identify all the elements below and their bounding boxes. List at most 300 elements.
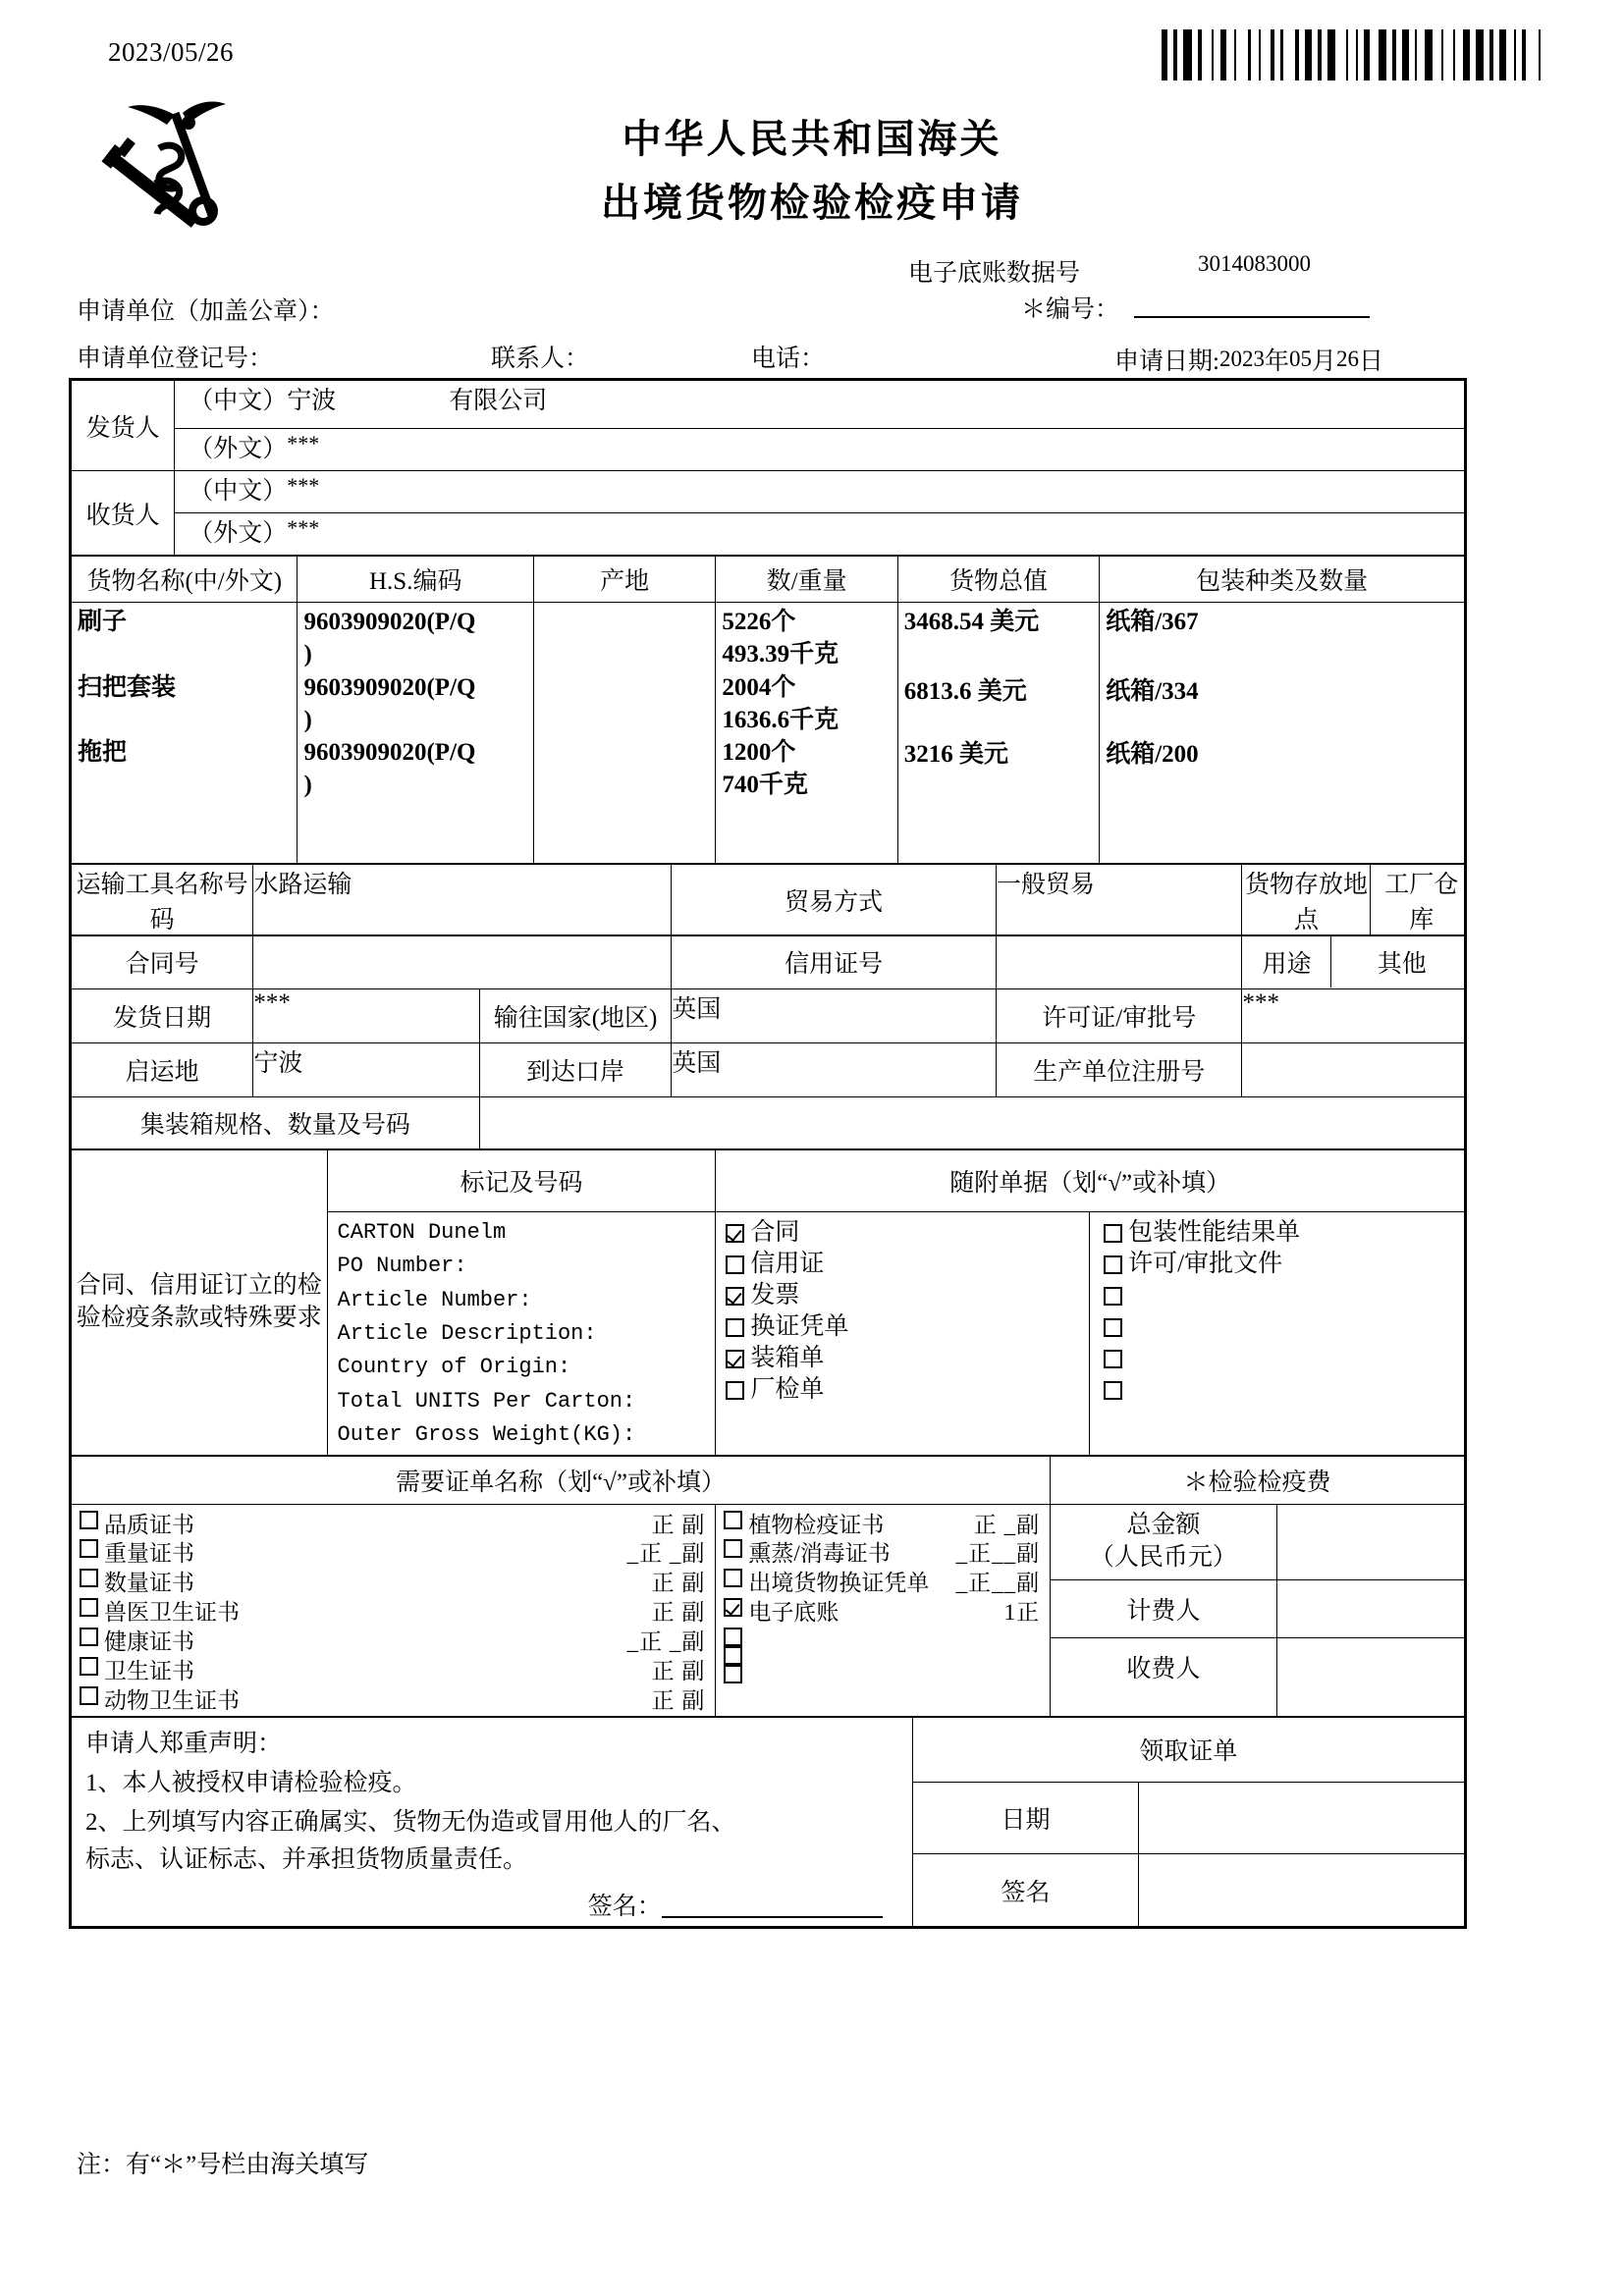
barcode-bar bbox=[1162, 29, 1167, 80]
vehicle-value: 水路运输 bbox=[253, 865, 672, 936]
footer-note: 注：有“＊”号栏由海关填写 bbox=[77, 2152, 369, 2178]
shipper-cn-value: 宁波 bbox=[287, 388, 337, 414]
checkbox-icon[interactable] bbox=[726, 1287, 744, 1306]
certificate-copies bbox=[1040, 1646, 1050, 1665]
checkbox-icon[interactable] bbox=[724, 1628, 742, 1646]
marks-line-1: CARTON Dunelm bbox=[337, 1220, 507, 1245]
fee-title: ＊检验检疫费 bbox=[1051, 1456, 1465, 1504]
goods-package-cell bbox=[1100, 603, 1465, 864]
goods-package-2: 纸箱/334 bbox=[1106, 678, 1199, 706]
goods-weight-2: 1636.6千克 bbox=[722, 706, 839, 733]
checkbox-icon[interactable] bbox=[726, 1224, 744, 1243]
attachment-right-item-4[interactable] bbox=[1090, 1311, 1464, 1343]
attachment-right-item-1[interactable] bbox=[1090, 1217, 1464, 1249]
goods-value-3: 3216 美元 bbox=[903, 740, 1009, 768]
barcode-bar bbox=[1204, 29, 1210, 80]
barcode-bar bbox=[1457, 29, 1461, 80]
certificate-right-item-4[interactable] bbox=[716, 1598, 1050, 1628]
certificate-copies: _正__副 bbox=[955, 1571, 1041, 1596]
barcode-bar bbox=[1238, 29, 1246, 80]
permit-value: *** bbox=[1242, 989, 1465, 1043]
goods-name-2: 扫把套装 bbox=[78, 674, 177, 702]
certificate-label: 健康证书 bbox=[104, 1629, 194, 1655]
checkbox-label: 发票 bbox=[750, 1282, 800, 1308]
barcode-bar bbox=[1314, 29, 1316, 80]
barcode-bar bbox=[1228, 29, 1232, 80]
cn-label: （中文） bbox=[189, 478, 288, 505]
ledger-number-label: 电子底账数据号 bbox=[908, 260, 1081, 287]
table-row bbox=[1277, 1637, 1464, 1695]
declaration-item-2b: 标志、认证标志、并承担货物质量责任。 bbox=[85, 1845, 528, 1873]
ledger-number-value: 3014083000 bbox=[1198, 251, 1311, 276]
certificate-copies: 正 副 bbox=[651, 1658, 706, 1683]
consignee-cn-row bbox=[175, 471, 1464, 507]
spacer bbox=[194, 1511, 652, 1540]
barcode-bar bbox=[1346, 29, 1348, 80]
checkbox-icon[interactable] bbox=[726, 1255, 744, 1274]
contract-no-label: 合同号 bbox=[72, 935, 253, 989]
barcode-bar bbox=[1543, 29, 1548, 80]
checkbox-icon[interactable] bbox=[1104, 1318, 1122, 1337]
shipper-foreign-row bbox=[175, 429, 1464, 464]
applicant-unit-label: 申请单位（加盖公章）： bbox=[77, 298, 335, 325]
page-title-line2: 出境货物检验检疫申请 bbox=[601, 182, 1023, 225]
certificate-left-item-2[interactable] bbox=[72, 1539, 715, 1569]
spacer bbox=[891, 1539, 956, 1569]
certificate-label: 数量证书 bbox=[104, 1571, 194, 1596]
transport-table bbox=[71, 864, 1465, 936]
consignee-foreign-value: *** bbox=[287, 515, 320, 540]
fee-collector-label: 收费人 bbox=[1126, 1655, 1201, 1682]
barcode-bar bbox=[1518, 29, 1520, 80]
certificate-left-item-4[interactable] bbox=[72, 1598, 715, 1628]
certificate-copies: 正 副 bbox=[651, 1512, 706, 1537]
barcode-bar bbox=[1263, 29, 1269, 80]
certificate-right-item-7[interactable] bbox=[716, 1665, 1050, 1683]
shipper-cn-row bbox=[175, 381, 1464, 416]
checkbox-icon[interactable] bbox=[724, 1646, 742, 1665]
marks-line-7: Outer Gross Weight(KG): bbox=[337, 1422, 636, 1448]
shipper-label: 发货人 bbox=[72, 381, 175, 471]
spacer bbox=[240, 1686, 652, 1716]
lc-no-value bbox=[996, 935, 1242, 989]
declaration-signature-blank[interactable] bbox=[662, 1916, 883, 1918]
application-date-month: 05 bbox=[1288, 347, 1312, 371]
declaration-cell bbox=[72, 1717, 913, 1926]
clause-label bbox=[72, 1150, 328, 1456]
barcode-bar bbox=[1173, 29, 1177, 80]
goods-body-row bbox=[72, 603, 1465, 864]
certificate-right-item-1[interactable] bbox=[716, 1511, 1050, 1540]
barcode-bar bbox=[1508, 29, 1512, 80]
barcode-bar bbox=[1415, 29, 1417, 80]
shipper-foreign-cell bbox=[175, 429, 1465, 471]
goods-qty-3: 1200个 bbox=[722, 739, 796, 766]
certificate-label: 动物卫生证书 bbox=[104, 1687, 240, 1713]
table-row bbox=[72, 1043, 1465, 1097]
certificate-label: 兽医卫生证书 bbox=[104, 1600, 240, 1626]
table-row bbox=[1277, 1505, 1464, 1580]
certificate-copies: 正 副 bbox=[651, 1571, 706, 1596]
storage-location-cell bbox=[1242, 865, 1465, 936]
goods-qty-cell bbox=[716, 603, 897, 864]
checkbox-label: 合同 bbox=[750, 1219, 800, 1246]
barcode-bar bbox=[1295, 29, 1299, 80]
parties-table bbox=[71, 380, 1465, 556]
certificate-left-item-6[interactable] bbox=[72, 1657, 715, 1686]
checkbox-icon[interactable] bbox=[1104, 1287, 1122, 1306]
certificate-copies bbox=[1040, 1628, 1050, 1646]
spacer bbox=[748, 1646, 1040, 1665]
checkbox-icon[interactable] bbox=[724, 1511, 742, 1529]
barcode-bar bbox=[1324, 29, 1326, 80]
goods-origin-cell bbox=[533, 603, 715, 864]
goods-header-row bbox=[72, 557, 1465, 603]
certificate-copies bbox=[1040, 1665, 1050, 1683]
spacer bbox=[194, 1628, 627, 1657]
barcode-bar bbox=[1425, 29, 1433, 80]
attachment-left-item-1[interactable] bbox=[716, 1217, 1089, 1249]
checkbox-icon[interactable] bbox=[1104, 1381, 1122, 1400]
producer-reg-label: 生产单位注册号 bbox=[996, 1043, 1242, 1097]
marks-header: 标记及号码 bbox=[327, 1150, 716, 1212]
application-date-year: 2023 bbox=[1218, 347, 1265, 371]
fee-values-cell bbox=[1276, 1504, 1464, 1716]
barcode-bar bbox=[1364, 29, 1370, 80]
barcode-bar bbox=[1285, 29, 1293, 80]
serial-number-blank bbox=[1134, 316, 1370, 318]
receipt-signature-value[interactable] bbox=[1139, 1854, 1465, 1926]
fee-calculator-value[interactable] bbox=[1277, 1579, 1464, 1637]
goods-qty-1: 5226个 bbox=[722, 609, 796, 635]
barcode-bar bbox=[1179, 29, 1181, 80]
certificate-copies: 1正 bbox=[1003, 1600, 1041, 1626]
certificate-right-item-2[interactable] bbox=[716, 1539, 1050, 1569]
serial-number-label: ＊编号： bbox=[1021, 296, 1120, 323]
origin-place-label: 启运地 bbox=[72, 1043, 253, 1097]
fee-total-label-l2: （人民币元） bbox=[1089, 1543, 1237, 1571]
attachments-right-list bbox=[1090, 1217, 1464, 1406]
certificates-table bbox=[71, 1456, 1465, 1717]
checkbox-icon[interactable] bbox=[80, 1569, 98, 1587]
marks-line-4: Article Description: bbox=[337, 1321, 597, 1347]
goods-hs-1: 9603909020(P/Q bbox=[303, 609, 476, 635]
goods-hs-cell bbox=[298, 603, 534, 864]
barcode-bar bbox=[1499, 29, 1505, 80]
spacer bbox=[240, 1598, 652, 1628]
storage-location-value: 工厂仓库 bbox=[1384, 872, 1459, 934]
attachment-left-item-6[interactable] bbox=[716, 1374, 1089, 1406]
storage-location-label: 货物存放地点 bbox=[1242, 865, 1371, 935]
clause-label-l1: 合同、信用证订立的检 bbox=[76, 1272, 322, 1300]
foreign-label: （外文） bbox=[189, 520, 288, 547]
shipper-cn-suffix: 有限公司 bbox=[449, 388, 548, 414]
barcode-bar bbox=[1183, 29, 1191, 80]
certificates-left-list bbox=[72, 1511, 715, 1716]
spacer bbox=[839, 1598, 1003, 1628]
checkbox-icon[interactable] bbox=[724, 1598, 742, 1617]
declaration-item-2: 2、上列填写内容正确属实、货物无伪造或冒用他人的厂名、 bbox=[85, 1808, 736, 1836]
declaration-item-1: 1、本人被授权申请检验检疫。 bbox=[85, 1769, 417, 1796]
attachments-left-list bbox=[716, 1217, 1089, 1406]
certificate-label: 电子底账 bbox=[748, 1600, 839, 1626]
certificate-right-item-6[interactable] bbox=[716, 1646, 1050, 1665]
barcode-bar bbox=[1445, 29, 1451, 80]
marks-line-2: PO Number: bbox=[337, 1254, 467, 1279]
certificate-copies: 正 副 bbox=[651, 1687, 706, 1713]
certificates-left-cell bbox=[72, 1504, 716, 1716]
dest-country-label: 输往国家(地区) bbox=[479, 989, 671, 1043]
barcode-bar bbox=[1392, 29, 1396, 80]
attachments-right-cell bbox=[1090, 1212, 1465, 1456]
fee-label-table bbox=[1051, 1505, 1275, 1695]
application-date-label: 申请日期: bbox=[1114, 348, 1219, 375]
table-row bbox=[72, 865, 1465, 936]
checkbox-icon[interactable] bbox=[1104, 1350, 1122, 1368]
goods-header-qty: 数/重量 bbox=[716, 557, 897, 603]
barcode-bar bbox=[1522, 29, 1526, 80]
terms-table bbox=[71, 1149, 1465, 1456]
goods-name-3: 拖把 bbox=[78, 738, 128, 766]
barcode-bar bbox=[1194, 29, 1196, 80]
fee-value-table bbox=[1277, 1505, 1464, 1695]
fee-collector-value[interactable] bbox=[1277, 1637, 1464, 1695]
barcode-bar bbox=[1253, 29, 1257, 80]
spacer bbox=[194, 1569, 652, 1598]
goods-names-cell bbox=[72, 603, 298, 864]
barcode-bar bbox=[1198, 29, 1202, 80]
barcode-bar bbox=[1356, 29, 1358, 80]
barcode-bar bbox=[1305, 29, 1311, 80]
barcode-bar bbox=[1318, 29, 1322, 80]
barcode-bar bbox=[1234, 29, 1236, 80]
barcode-bar bbox=[1419, 29, 1423, 80]
checkbox-icon[interactable] bbox=[724, 1539, 742, 1558]
barcode-bar bbox=[1360, 29, 1362, 80]
barcode-bar bbox=[1539, 29, 1541, 80]
certificate-copies: _正 _副 bbox=[626, 1629, 706, 1655]
day-unit: 日 bbox=[1358, 348, 1383, 375]
barcode-bar bbox=[1248, 29, 1250, 80]
attachment-right-item-5[interactable] bbox=[1090, 1343, 1464, 1374]
consignee-label: 收货人 bbox=[72, 471, 175, 556]
goods-table bbox=[71, 556, 1465, 864]
checkbox-icon[interactable] bbox=[1104, 1255, 1122, 1274]
declaration-table bbox=[71, 1717, 1465, 1927]
usage-value: 其他 bbox=[1377, 951, 1427, 978]
marks-line-6: Total UNITS Per Carton: bbox=[337, 1388, 636, 1414]
declaration-signature-row bbox=[72, 1879, 912, 1926]
contact-person-label: 联系人： bbox=[491, 346, 590, 372]
attachment-left-item-3[interactable] bbox=[716, 1280, 1089, 1311]
arrival-port-value: 英国 bbox=[672, 1043, 997, 1097]
attachment-left-item-2[interactable] bbox=[716, 1249, 1089, 1280]
table-row bbox=[72, 429, 1465, 471]
goods-hs-2: 9603909020(P/Q bbox=[303, 673, 476, 701]
usage-label: 用途 bbox=[1242, 936, 1331, 988]
certificate-label: 卫生证书 bbox=[104, 1658, 194, 1683]
barcode-bar bbox=[1337, 29, 1343, 80]
barcode-bar bbox=[1495, 29, 1497, 80]
table-row bbox=[1277, 1579, 1464, 1637]
spacer bbox=[929, 1569, 955, 1598]
spacer bbox=[884, 1511, 973, 1540]
goods-hs-1-close: ) bbox=[303, 641, 312, 668]
table-row bbox=[72, 513, 1465, 556]
table-row bbox=[72, 381, 1465, 429]
checkbox-icon[interactable] bbox=[80, 1686, 98, 1705]
certificate-copies: 正 副 bbox=[651, 1600, 706, 1626]
barcode-bar bbox=[1441, 29, 1443, 80]
goods-package-3: 纸箱/200 bbox=[1106, 740, 1199, 768]
checkbox-icon[interactable] bbox=[80, 1511, 98, 1529]
attachments-header: 随附单据（划“√”或补填） bbox=[716, 1150, 1465, 1212]
goods-header-package: 包装种类及数量 bbox=[1100, 557, 1465, 603]
checkbox-icon[interactable] bbox=[1104, 1224, 1122, 1243]
barcode-bar bbox=[1220, 29, 1226, 80]
certificates-right-list bbox=[716, 1511, 1050, 1684]
print-date: 2023/05/26 bbox=[108, 37, 235, 67]
barcode-bar bbox=[1276, 29, 1278, 80]
goods-hs-3-close: ) bbox=[303, 772, 312, 799]
checkbox-icon[interactable] bbox=[726, 1350, 744, 1368]
goods-value-1: 3468.54 美元 bbox=[903, 609, 1040, 635]
spacer bbox=[748, 1628, 1040, 1646]
certificate-copies: _正__副 bbox=[955, 1541, 1041, 1567]
receipt-signature-label: 签名 bbox=[912, 1854, 1138, 1926]
attachment-left-item-4[interactable] bbox=[716, 1311, 1089, 1343]
checkbox-icon[interactable] bbox=[80, 1657, 98, 1676]
permit-label: 许可证/审批号 bbox=[996, 989, 1242, 1043]
dest-country-value: 英国 bbox=[672, 989, 997, 1043]
application-date bbox=[1114, 342, 1383, 377]
phone-label: 电话： bbox=[751, 346, 826, 372]
attachment-left-item-5[interactable] bbox=[716, 1343, 1089, 1374]
certificate-left-item-1[interactable] bbox=[72, 1511, 715, 1540]
barcode-bar bbox=[1301, 29, 1303, 80]
checkbox-label: 换证凭单 bbox=[750, 1313, 849, 1340]
cn-label: （中文） bbox=[189, 388, 288, 414]
barcode-bar bbox=[1388, 29, 1390, 80]
page-title-line1: 中华人民共和国海关 bbox=[622, 118, 1002, 161]
marks-line-3: Article Number: bbox=[337, 1287, 532, 1312]
checkbox-icon[interactable] bbox=[80, 1539, 98, 1558]
origin-place-value: 宁波 bbox=[253, 1043, 479, 1097]
marks-cell bbox=[327, 1212, 716, 1456]
fee-labels-cell bbox=[1051, 1504, 1276, 1716]
certificate-left-item-7[interactable] bbox=[72, 1686, 715, 1716]
fee-calculator-label: 计费人 bbox=[1051, 1579, 1275, 1637]
table-row bbox=[1051, 1505, 1275, 1580]
table-row bbox=[72, 1504, 1465, 1716]
barcode-bar bbox=[1453, 29, 1455, 80]
checkbox-label: 装箱单 bbox=[750, 1345, 825, 1371]
checkbox-icon[interactable] bbox=[80, 1598, 98, 1617]
spacer bbox=[194, 1539, 627, 1569]
receipt-date-value[interactable] bbox=[1139, 1782, 1465, 1853]
application-date-day: 26 bbox=[1335, 347, 1359, 371]
checkbox-icon[interactable] bbox=[726, 1318, 744, 1337]
goods-hs-2-close: ) bbox=[303, 706, 312, 733]
barcode-bar bbox=[1327, 29, 1335, 80]
certificate-label: 出境货物换证凭单 bbox=[748, 1571, 930, 1596]
barcode-bar bbox=[1169, 29, 1171, 80]
goods-value-cell bbox=[897, 603, 1099, 864]
barcode-bar bbox=[1271, 29, 1274, 80]
lc-no-label: 信用证号 bbox=[672, 935, 997, 989]
barcode-bar bbox=[1486, 29, 1488, 80]
spacer bbox=[194, 1657, 652, 1686]
table-row bbox=[72, 935, 1465, 989]
table-row bbox=[1051, 1637, 1275, 1695]
ship-date-label: 发货日期 bbox=[72, 989, 253, 1043]
checkbox-icon[interactable] bbox=[726, 1381, 744, 1400]
table-row bbox=[72, 1456, 1465, 1504]
shipper-foreign-value: *** bbox=[287, 431, 320, 455]
goods-weight-1: 493.39千克 bbox=[722, 641, 839, 668]
producer-reg-value bbox=[1242, 1043, 1465, 1097]
barcode-bar bbox=[1398, 29, 1400, 80]
year-unit: 年 bbox=[1264, 348, 1289, 375]
goods-header-name: 货物名称(中/外文) bbox=[72, 557, 298, 603]
attachment-right-item-3[interactable] bbox=[1090, 1280, 1464, 1311]
checkbox-label: 包装性能结果单 bbox=[1128, 1219, 1301, 1246]
marks-line-5: Country of Origin: bbox=[337, 1355, 571, 1380]
barcode-bar bbox=[1472, 29, 1474, 80]
goods-weight-3: 740千克 bbox=[722, 772, 808, 799]
fee-total-label bbox=[1051, 1505, 1275, 1580]
declaration-title: 申请人郑重声明： bbox=[85, 1730, 283, 1757]
trade-mode-value: 一般贸易 bbox=[996, 865, 1242, 936]
table-row bbox=[72, 1717, 1465, 1782]
checkbox-icon[interactable] bbox=[724, 1569, 742, 1587]
checkbox-icon[interactable] bbox=[80, 1628, 98, 1646]
certificate-left-item-5[interactable] bbox=[72, 1628, 715, 1657]
clause-label-l2: 验检疫条款或特殊要求 bbox=[76, 1304, 322, 1331]
barcode-bar bbox=[1212, 29, 1214, 80]
goods-origin-1 bbox=[534, 603, 715, 605]
certificate-label: 重量证书 bbox=[104, 1541, 194, 1567]
container-value bbox=[479, 1097, 1464, 1149]
month-unit: 月 bbox=[1311, 348, 1336, 375]
certificate-left-item-3[interactable] bbox=[72, 1569, 715, 1598]
barcode-bar bbox=[1379, 29, 1386, 80]
barcode bbox=[1162, 29, 1550, 80]
barcode-bar bbox=[1463, 29, 1469, 80]
fee-total-value[interactable] bbox=[1277, 1505, 1464, 1580]
certificate-right-item-3[interactable] bbox=[716, 1569, 1050, 1598]
barcode-bar bbox=[1280, 29, 1282, 80]
certificates-right-cell bbox=[716, 1504, 1051, 1716]
barcode-bar bbox=[1216, 29, 1218, 80]
barcode-bar bbox=[1411, 29, 1413, 80]
goods-header-hs: H.S.编码 bbox=[298, 557, 534, 603]
certificate-copies: 正 _副 bbox=[973, 1512, 1041, 1537]
goods-value-2: 6813.6 美元 bbox=[903, 678, 1027, 706]
fee-total-label-l1: 总金额 bbox=[1126, 1512, 1201, 1539]
checkbox-icon[interactable] bbox=[724, 1665, 742, 1683]
goods-package-1: 纸箱/367 bbox=[1106, 609, 1199, 635]
goods-header-value: 货物总值 bbox=[897, 557, 1099, 603]
form-body bbox=[69, 378, 1467, 1929]
table-row bbox=[72, 1150, 1465, 1212]
barcode-bar bbox=[1528, 29, 1536, 80]
barcode-bar bbox=[1372, 29, 1376, 80]
barcode-bar bbox=[1489, 29, 1493, 80]
certificate-right-item-5[interactable] bbox=[716, 1628, 1050, 1646]
attachment-right-item-2[interactable] bbox=[1090, 1249, 1464, 1280]
attachment-right-item-6[interactable] bbox=[1090, 1374, 1464, 1406]
